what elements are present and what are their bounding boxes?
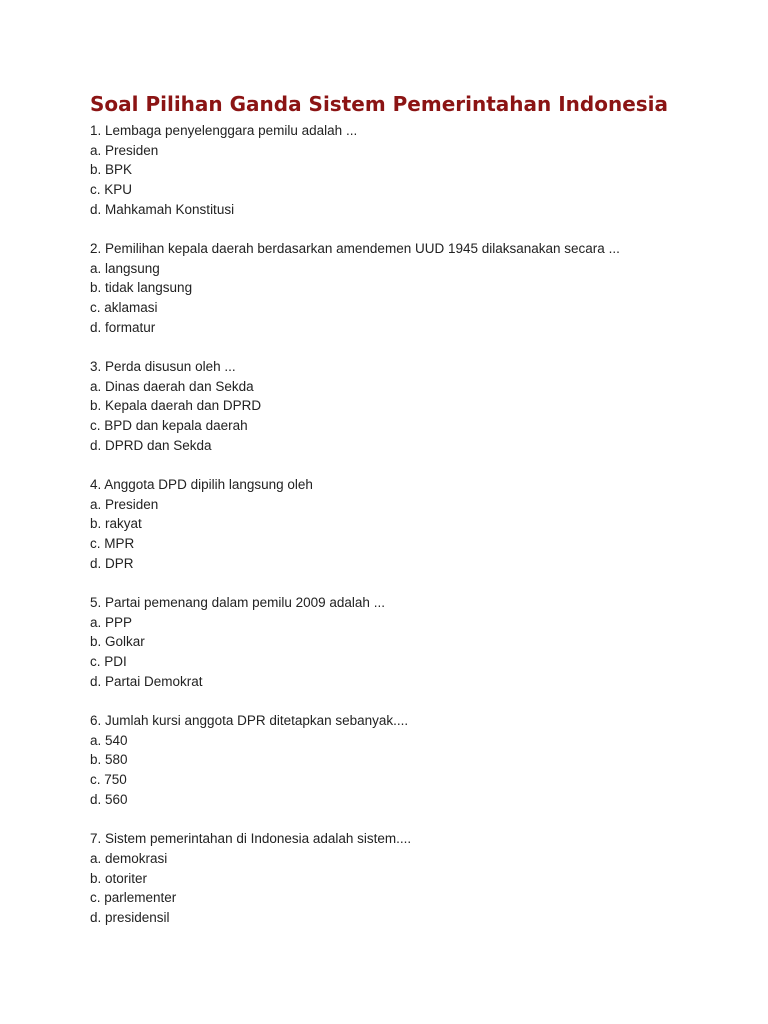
option-c: c. 750 xyxy=(90,772,127,788)
question-text: 1. Lembaga penyelenggara pemilu adalah ... xyxy=(90,123,358,138)
option-c: c. parlementer xyxy=(90,890,177,906)
question-text: 7. Sistem pemerintahan di Indonesia adalah sistem.... xyxy=(90,831,412,847)
option-a: a. Presiden xyxy=(90,496,159,512)
option-b: b. otoriter xyxy=(90,870,148,886)
option-d: d. Partai Demokrat xyxy=(90,673,203,689)
option-a: a. Dinas daerah dan Sekda xyxy=(90,378,254,394)
option-a: a. PPP xyxy=(90,614,133,630)
option-c: c. aklamasi xyxy=(90,300,158,316)
option-d: d. formatur xyxy=(90,319,156,335)
question-block-4 xyxy=(90,475,730,574)
option-a: a. demokrasi xyxy=(90,850,168,866)
question-block-1 xyxy=(90,121,730,220)
option-b: b. BPK xyxy=(90,162,133,178)
option-d: d. 560 xyxy=(90,791,128,807)
option-b: b. rakyat xyxy=(90,516,142,532)
question-text: 5. Partai pemenang dalam pemilu 2009 adalah ... xyxy=(90,595,385,611)
option-c: c. KPU xyxy=(90,182,133,198)
option-b: b. tidak langsung xyxy=(90,280,193,296)
option-c: c. PDI xyxy=(90,654,127,670)
question-text: 3. Perda disusun oleh ... xyxy=(90,359,236,375)
document-page xyxy=(90,88,730,947)
option-c: c. BPD dan kepala daerah xyxy=(90,418,248,434)
question-text: 2. Pemilihan kepala daerah berdasarkan amendemen UUD 1945 dilaksanakan secara ... xyxy=(90,241,620,257)
document-title: Soal Pilihan Ganda Sistem Pemerintahan Indonesia xyxy=(90,92,669,116)
question-block-3 xyxy=(90,357,730,456)
option-c: c. MPR xyxy=(90,536,135,552)
question-block-2 xyxy=(90,239,730,338)
option-b: b. Kepala daerah dan DPRD xyxy=(90,398,262,414)
question-block-7 xyxy=(90,829,730,928)
option-a: a. 540 xyxy=(90,732,128,748)
option-b: b. 580 xyxy=(90,752,128,768)
option-a: a. Presiden xyxy=(90,142,159,158)
option-d: d. DPR xyxy=(90,555,134,571)
question-text: 4. Anggota DPD dipilih langsung oleh xyxy=(90,477,313,493)
question-block-6 xyxy=(90,711,730,810)
question-text: 6. Jumlah kursi anggota DPR ditetapkan sebanyak.... xyxy=(90,713,409,729)
option-d: d. Mahkamah Konstitusi xyxy=(90,201,235,217)
option-b: b. Golkar xyxy=(90,634,145,650)
question-block-5 xyxy=(90,593,730,692)
option-d: d. presidensil xyxy=(90,909,170,925)
option-d: d. DPRD dan Sekda xyxy=(90,437,212,453)
option-a: a. langsung xyxy=(90,260,160,276)
